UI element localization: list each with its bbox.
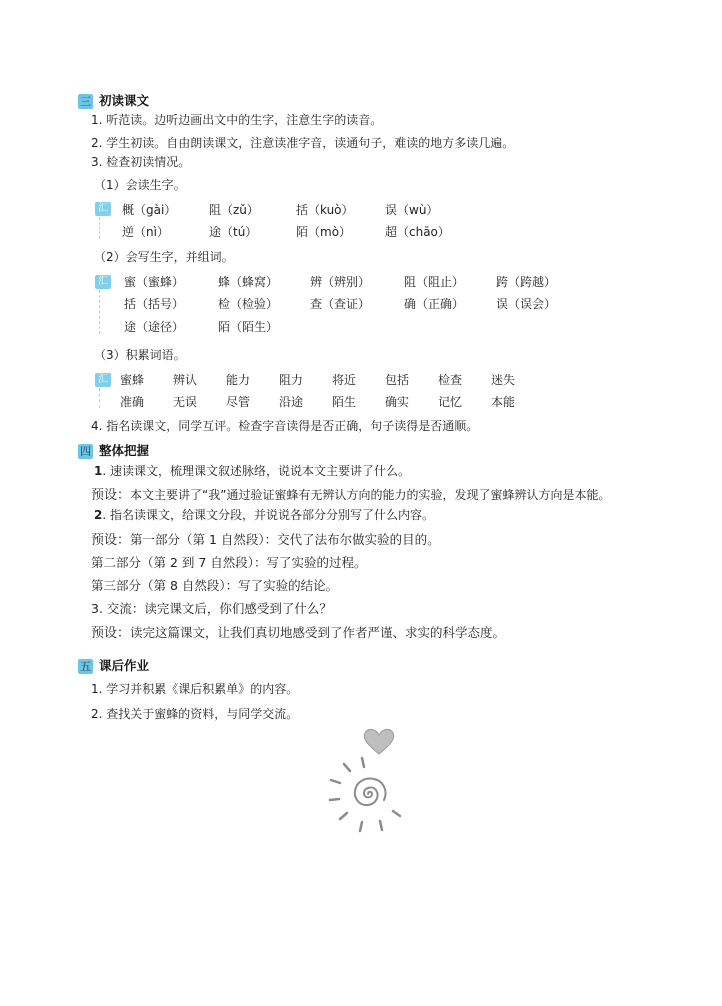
word-item: 记忆 xyxy=(438,395,463,409)
vocab-item: 括（kuò） xyxy=(296,203,354,217)
section-number-badge: 三 xyxy=(80,95,91,108)
vocab-item: 检（检验） xyxy=(218,297,279,311)
word-item: 将近 xyxy=(332,373,357,387)
answer-item xyxy=(91,487,610,504)
vocab-item: 陌（陌生） xyxy=(218,320,279,334)
word-item: 能力 xyxy=(226,373,251,387)
vocab-item: 确（正确） xyxy=(404,297,465,311)
word-item: 阻力 xyxy=(279,373,304,387)
word-item: 确实 xyxy=(385,395,410,409)
answer-line: 第三部分（第 8 自然段）：写了实验的结论。 xyxy=(91,578,339,593)
vocab-item: 误（wù） xyxy=(385,203,439,217)
answer-text: 本文主要讲了“我”通过验证蜜蜂有无辨认方向的能力的实验，发现了蜜蜂辨认方向是本能。 xyxy=(130,488,611,502)
question-number: 1 xyxy=(94,464,103,478)
word-item: 本能 xyxy=(491,395,516,409)
list-item: 4. 指名读课文，同学互评。检查字音读得是否正确，句子读得是否通顺。 xyxy=(91,419,479,433)
question-item: 3. 交流：读完课文后，你们感受到了什么？ xyxy=(91,601,332,616)
word-item: 沿途 xyxy=(279,395,304,409)
vocab-item: 阻（阻止） xyxy=(404,275,465,289)
answer-label: 预设： xyxy=(91,626,131,641)
vocab-item: 途（途径） xyxy=(124,320,185,334)
answer-item xyxy=(91,532,440,549)
word-item: 准确 xyxy=(120,395,145,409)
section-number-badge: 五 xyxy=(80,660,91,673)
word-item: 无误 xyxy=(173,395,198,409)
answer-item xyxy=(91,625,505,642)
question-number: 2 xyxy=(94,508,103,522)
sub-heading: （1）会读生字。 xyxy=(94,178,186,192)
vocab-item: 概（gài） xyxy=(122,203,177,217)
section-title: 整体把握 xyxy=(99,443,150,458)
answer-label: 预设： xyxy=(91,488,131,503)
word-item: 蜜蜂 xyxy=(120,373,145,387)
answer-line: 第二部分（第 2 到 7 自然段）：写了实验的过程。 xyxy=(91,555,367,570)
vocab-item: 逆（nì） xyxy=(122,225,169,239)
tag-icon: 汇 xyxy=(95,373,111,387)
sub-heading: （2）会写生字，并组词。 xyxy=(94,250,234,264)
word-item: 尽管 xyxy=(226,395,251,409)
tag-icon: 汇 xyxy=(95,275,111,289)
answer-text: 第一部分（第 1 自然段）：交代了法布尔做实验的目的。 xyxy=(130,532,440,547)
list-item: 3. 检查初读情况。 xyxy=(91,155,191,169)
word-item: 包括 xyxy=(385,373,410,387)
section-title: 初读课文 xyxy=(99,93,150,108)
vocab-item: 误（误会） xyxy=(496,297,557,311)
vocab-item: 蜂（蜂窝） xyxy=(218,275,279,289)
vocab-item: 阻（zǔ） xyxy=(209,203,259,217)
dashed-divider xyxy=(99,217,100,239)
question-item xyxy=(94,463,410,479)
vocab-item: 查（查证） xyxy=(310,297,371,311)
section-title: 课后作业 xyxy=(99,658,150,673)
list-item: 2. 学生初读。自由朗读课文，注意读准字音，读通句子，难读的地方多读几遍。 xyxy=(91,136,515,150)
vocab-item: 括（括号） xyxy=(124,297,185,311)
tag-icon: 汇 xyxy=(95,202,111,216)
question-text: . 指名读课文，给课文分段，并说说各部分分别写了什么内容。 xyxy=(102,508,434,522)
question-text: . 速读课文，梳理课文叙述脉络，说说本文主要讲了什么。 xyxy=(102,464,410,478)
dashed-divider xyxy=(99,290,100,334)
dashed-divider xyxy=(99,388,100,408)
vocab-item: 陌（mò） xyxy=(296,225,352,239)
word-item: 迷失 xyxy=(491,373,516,387)
word-item: 陌生 xyxy=(332,395,357,409)
list-item: 1. 听范读。边听边画出文中的生字，注意生字的读音。 xyxy=(91,113,383,127)
sun-with-heart-doodle-icon xyxy=(322,726,412,841)
list-item: 1. 学习并积累《课后积累单》的内容。 xyxy=(91,682,299,696)
vocab-item: 途（tú） xyxy=(209,225,258,239)
word-item: 辨认 xyxy=(173,373,198,387)
vocab-item: 跨（跨越） xyxy=(496,275,557,289)
sub-heading: （3）积累词语。 xyxy=(94,348,186,362)
list-item: 2. 查找关于蜜蜂的资料，与同学交流。 xyxy=(91,707,299,721)
vocab-item: 蜜（蜜蜂） xyxy=(124,275,185,289)
answer-label: 预设： xyxy=(91,533,131,548)
word-item: 检查 xyxy=(438,373,463,387)
section-number-badge: 四 xyxy=(80,445,91,458)
answer-text: 读完这篇课文，让我们真切地感受到了作者严谨、求实的科学态度。 xyxy=(130,625,506,640)
vocab-item: 超（chāo） xyxy=(385,225,450,239)
question-item xyxy=(94,507,434,523)
vocab-item: 辨（辨别） xyxy=(310,275,371,289)
